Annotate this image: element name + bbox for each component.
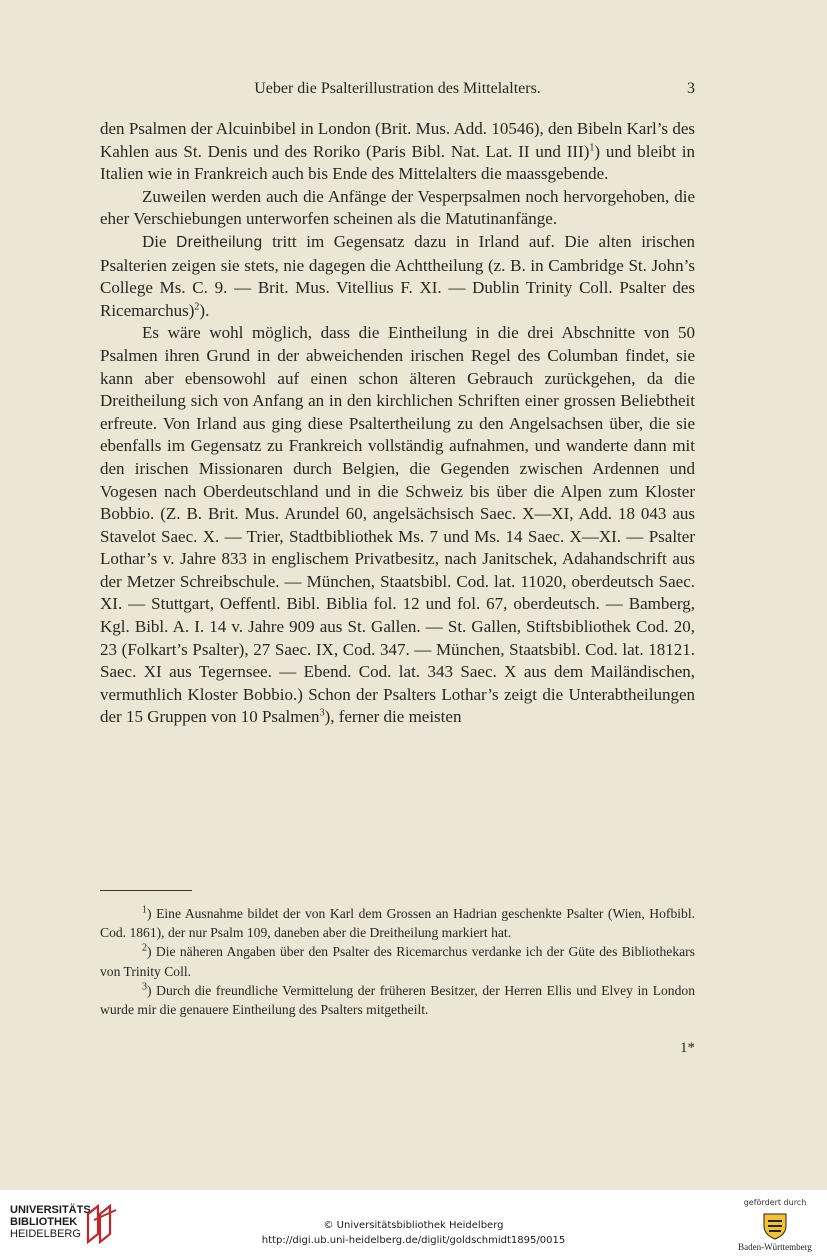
footnote-mark-2: 2 [142, 942, 147, 954]
footnote-mark-3: 3 [142, 981, 147, 993]
emphasis-dreitheilung: Dreitheilung [176, 233, 263, 251]
logo-line-3: HEIDELBERG [10, 1228, 81, 1240]
paragraph-3: Die Dreitheilung tritt im Gegensatz dazu in Irland auf. Die alten irischen Psalterien zeigen sie stets, nie dagegen die Achttheilung (z. B. in Cambridge St. John’s College Ms. C. 9. — Brit. Mus. Vitellius F. XI. — Dublin Trinity Coll. Psalter des Ricemarchus)$^2$). [100, 231, 696, 320]
paragraph-4 [100, 322, 695, 729]
footnote-2-text: Die näheren Angaben über den Psalter des Ricemarchus verdanke ich der Güte des Bibliothekars von Trinity Coll. [100, 944, 695, 979]
body-text [100, 118, 695, 729]
footnote-2: $^2$) Die näheren Angaben über den Psalter des Ricemarchus verdanke ich der Güte des Bibliothekars von Trinity Coll. [100, 942, 695, 979]
footnote-ref-3: 3 [319, 707, 325, 719]
paragraph-4-text: Es wäre wohl möglich, dass die Eintheilung in die drei Abschnitte von 50 Psalmen ihren Grund in der abweichenden irischen Regel des Columban findet, sie kann aber ebensowohl auf einen schon älteren Gebrauch zurückgehen, da die Dreitheilung sich von Anfang an in den kirchlichen Schriften einer grossen Beliebtheit erfreute. Von Irland aus ging diese Psaltertheilung zu den Angelsachsen über, die sie ebenfalls im Gegensatz zu Frankreich vollständig aufnahmen, und wanderte dann mit den irischen Missionaren durch Belgien, die Gegenden zwischen Ardennen und Vogesen nach Oberdeutschland und in die Schweiz bis über die Alpen zum Kloster Bobbio. (Z. B. Brit. Mus. Arundel 60, angelsächsisch Saec. X—XI, Add. 18 043 aus Stavelot Saec. X. — Trier, Stadtbibliothek Ms. 7 und Ms. 14 Saec. X—XI. — Psalter Lothar’s v. Jahre 833 in englischem Privatbesitz, nach Janitschek, Adahandschrift aus der Metzer Schreibschule. — München, Staatsbibl. Cod. lat. 11020, oberdeutsch Saec. XI. — Stuttgart, Oeffentl. Bibl. Biblia fol. 12 und fol. 67, oberdeutsch. — Bamberg, Kgl. Bibl. A. I. 14 v. Jahre 909 aus St. Gallen. — St. Gallen, Stiftsbibliothek Cod. 20, 23 (Folkart’s Psalter), 27 Saec. IX, Cod. 347. — München, Staatsbibl. Cod. lat. 18121. Saec. XI aus Tegernsee. — Ebend. Cod. lat. 343 Saec. X aus dem Mailändischen, vermuthlich Kloster Bobbio.) Schon der Psalters Lothar’s zeigt die Unterabtheilungen der 15 Gruppen von 10 Psalmen [100, 323, 695, 727]
running-header [100, 80, 695, 104]
running-title: Ueber die Psalterillustration des Mittelalters. [254, 80, 541, 97]
copyright-notice: © Universitätsbibliothek Heidelberg [323, 1220, 504, 1231]
signature-mark: 1* [680, 1040, 695, 1056]
paragraph-3-text: tritt im Gegensatz dazu in Irland auf. Die alten irischen Psalterien zeigen sie stets, nie dagegen die Achttheilung (z. B. in Cambridge St. John’s College Ms. C. 9. — Brit. Mus. Vitellius F. XI. — Dublin Trinity Coll. Psalter des Ricemarchus) [100, 231, 696, 320]
footnote-3: $^3$) Durch die freundliche Vermittelung der früheren Besitzer, der Herren Ellis und Elvey in London wurde mir die genauere Eintheilung des Psalters mitgetheilt. [100, 981, 695, 1018]
paragraph-4-end: ), ferner die meisten [324, 707, 462, 727]
logo-line-2: BIBLIOTHEK [10, 1216, 78, 1228]
paragraph-3-end: . [205, 300, 210, 320]
footnote-mark-1: 1 [142, 904, 147, 916]
permalink[interactable]: http://digi.ub.uni-heidelberg.de/diglit/goldschmidt1895/0015 [261, 1235, 566, 1246]
paragraph-1-end: und bleibt in Italien wie in Frankreich auch bis Ende des Mittelalters die maassgebende. [100, 141, 695, 184]
funder-logo[interactable] [735, 1198, 815, 1256]
viewer-footer [0, 1190, 827, 1258]
page-number: 3 [687, 80, 695, 97]
paragraph-1-text: den Psalmen der Alcuinbibel in London (Brit. Mus. Add. 10546), den Bibeln Karl’s des Kahlen aus St. Denis und des Roriko (Paris Bibl. Nat. Lat. II und III) [100, 119, 695, 161]
paragraph-1: den Psalmen der Alcuinbibel in London (Brit. Mus. Add. 10546), den Bibeln Karl’s des Kahlen aus St. Denis und des Roriko (Paris Bibl. Nat. Lat. II und III)$^1$) und bleibt in Italien wie in Frankreich auch bis Ende des Mittelalters die maassgebende. [100, 119, 695, 184]
paragraph-2: Zuweilen werden auch die Anfänge der Vesperpsalmen noch hervorgehoben, die eher Verschiebungen unterworfen scheinen als die Matutinanfänge. [100, 186, 695, 229]
footnote-separator [100, 890, 192, 891]
funded-by-label: gefördert durch [743, 1198, 807, 1207]
footnotes [100, 904, 695, 1019]
footnote-1: $^1$) Eine Ausnahme bildet der von Karl dem Grossen an Hadrian geschenkte Psalter (Wien, Hofbibl. Cod. 1861), der nur Psalm 109, daneben aber die Dreitheilung markiert hat. [100, 904, 695, 941]
footnote-3-text: Durch die freundliche Vermittelung der früheren Besitzer, der Herren Ellis und Elvey in London wurde mir die genauere Eintheilung des Psalters mitgetheilt. [100, 982, 695, 1018]
paragraph-3-pre: Die [142, 231, 177, 251]
funder-name: Baden-Württemberg [738, 1242, 812, 1252]
footnote-ref-2: 2 [194, 301, 200, 313]
logo-line-1: UNIVERSITÄTS- [10, 1204, 95, 1216]
coat-of-arms-icon [760, 1210, 790, 1240]
footnote-ref-1: 1 [589, 141, 595, 153]
footnote-1-text: Eine Ausnahme bildet der von Karl dem Grossen an Hadrian geschenkte Psalter (Wien, Hofbibl. Cod. 1861), der nur Psalm 109, daneben aber die Dreitheilung markiert hat. [100, 906, 695, 941]
